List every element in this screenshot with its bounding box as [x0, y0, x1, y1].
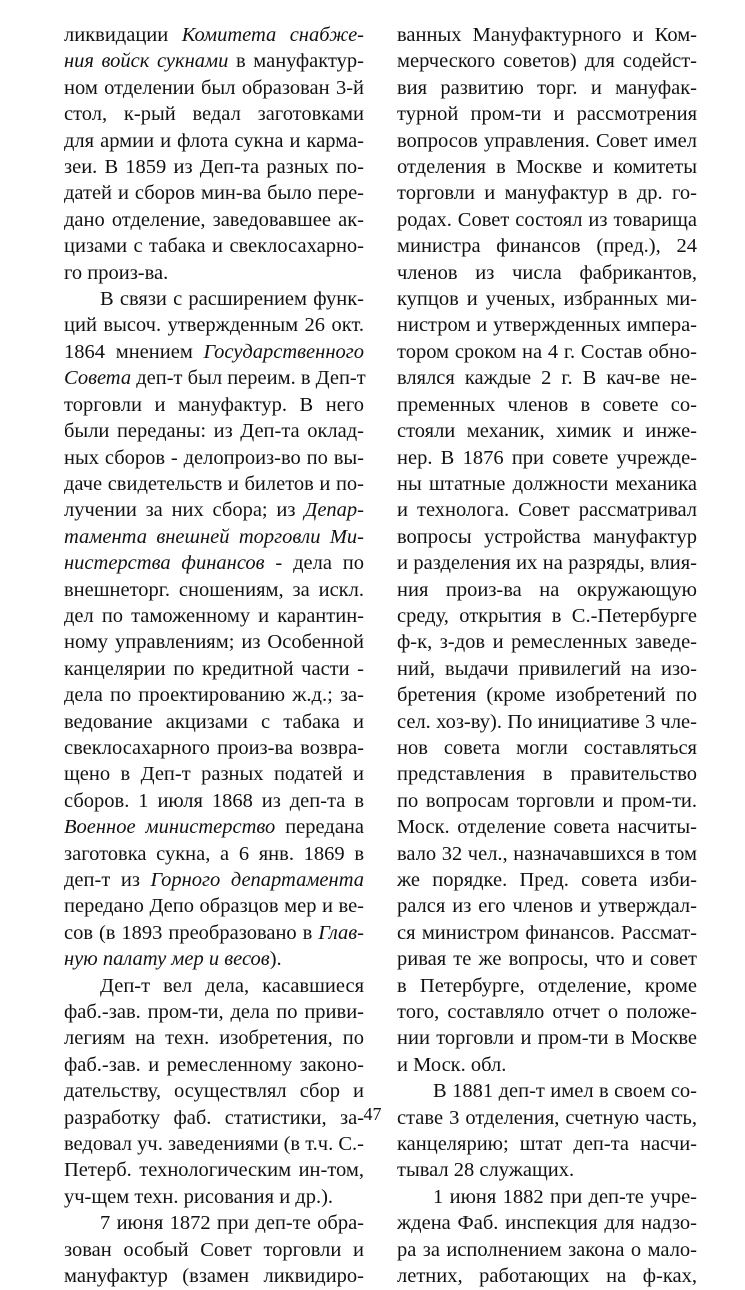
text-span: - дела по	[264, 552, 364, 575]
text-span: турной пром-ти и рассмотрения	[397, 103, 697, 126]
text-line	[397, 180, 697, 206]
text-span: датей и сборов мин-ва было пере-	[64, 182, 364, 205]
text-line	[64, 999, 364, 1025]
text-span: передано Депо образцов мер и ве-	[64, 895, 364, 918]
text-span: Моск. отделение совета насчиты-	[397, 816, 697, 839]
text-span: членов из числа фабрикантов,	[397, 261, 697, 284]
text-span: по вопросам торговли и пром-ти.	[397, 789, 697, 812]
text-span: ликвидации	[64, 24, 182, 46]
text-line	[397, 603, 697, 629]
text-line	[64, 550, 364, 576]
text-line	[397, 999, 697, 1025]
text-line	[64, 682, 364, 708]
text-line	[64, 75, 364, 101]
text-line	[397, 418, 697, 444]
text-line	[397, 656, 697, 682]
right-column	[397, 22, 697, 1290]
text-line	[64, 233, 364, 259]
text-line	[397, 682, 697, 708]
text-span: стол, к-рый ведал заготовками	[64, 103, 364, 126]
text-span: свеклосахарного произ-ва возвра-	[64, 736, 364, 759]
text-line	[397, 1184, 697, 1210]
text-line	[397, 154, 697, 180]
text-line	[64, 973, 364, 999]
text-span: внешнеторг. сношениям, за искл.	[64, 578, 364, 601]
text-line	[64, 418, 364, 444]
text-line	[64, 260, 364, 286]
text-span: вия развитию торг. и мануфак-	[397, 76, 697, 99]
italic-reference: Депар-	[304, 499, 364, 522]
italic-reference: ную палату мер и весов	[64, 948, 270, 971]
text-line	[397, 841, 697, 867]
text-span: стояли механик, химик и инже-	[397, 420, 697, 443]
text-line	[397, 1025, 697, 1051]
text-line	[397, 233, 697, 259]
italic-reference: Военное министерство	[64, 816, 276, 839]
text-span: ).	[269, 948, 282, 971]
italic-reference: ния войск сукнами	[64, 50, 229, 73]
text-span: торговли и мануфактур. В него	[64, 393, 364, 416]
text-line	[64, 577, 364, 603]
text-line	[64, 867, 364, 893]
text-span: ных сборов - делопроиз-во по вы-	[64, 446, 364, 469]
text-line	[64, 497, 364, 523]
text-span: ванных Мануфактурного и Ком-	[397, 24, 697, 46]
italic-reference: Горного департамента	[150, 869, 364, 891]
text-span: среду, открытия в С.-Петербурге	[397, 604, 697, 627]
text-line	[397, 946, 697, 972]
text-line	[64, 312, 364, 338]
text-line	[397, 524, 697, 550]
text-span: Петерб. технологическим ин-том,	[64, 1159, 364, 1182]
text-span: сел. хоз-ву). По инициативе 3 чле-	[397, 710, 697, 733]
page-number: 47	[363, 1104, 382, 1124]
text-span: родах. Совет состоял из товарища	[397, 208, 697, 231]
text-line	[397, 445, 697, 471]
italic-reference: Комитета снабже-	[181, 24, 364, 46]
text-span: и разделения их на разряды, влия-	[397, 552, 697, 575]
text-span: купцов и ученых, избранных ми-	[397, 288, 697, 311]
text-span: Деп-т вел дела, касавшиеся	[100, 974, 364, 997]
text-span: канцелярию; штат деп-та насчи-	[397, 1133, 697, 1156]
text-span: мерческого советов) для содейст-	[397, 50, 697, 73]
text-span: министра финансов (пред.), 24	[397, 235, 697, 258]
text-line	[64, 339, 364, 365]
text-span: передана	[275, 816, 364, 839]
left-column	[64, 22, 364, 1290]
text-span: ций высоч. утвержденным 26 окт.	[64, 314, 364, 337]
text-span: ны штатные должности механика	[397, 472, 697, 495]
text-line	[397, 1052, 697, 1078]
text-line	[64, 1263, 364, 1289]
text-span: нер. В 1876 при совете учрежде-	[397, 446, 697, 469]
text-line	[397, 365, 697, 391]
text-line	[397, 497, 697, 523]
text-span: зеи. В 1859 из Деп-та разных по-	[64, 156, 364, 179]
text-line	[397, 709, 697, 735]
italic-reference: тамента внешней торговли Ми-	[64, 525, 364, 548]
text-line	[64, 629, 364, 655]
text-line	[64, 1078, 364, 1104]
text-line	[397, 867, 697, 893]
text-line	[397, 788, 697, 814]
text-line	[64, 814, 364, 840]
italic-reference: Глав-	[318, 921, 364, 944]
text-line	[64, 471, 364, 497]
text-span: ф-к, з-дов и ремесленных заведе-	[397, 631, 697, 654]
text-line	[397, 973, 697, 999]
text-span: деп-т из	[64, 869, 151, 891]
text-span: сов (в 1893 преобразовано в	[64, 921, 319, 944]
text-span: рался из его членов и утверждал-	[397, 895, 697, 918]
text-line	[397, 1210, 697, 1236]
text-span: нистром и утвержденных импера-	[397, 314, 697, 337]
text-line	[397, 577, 697, 603]
text-span: влялся каждые 2 г. В кач-ве не-	[397, 367, 697, 390]
text-line	[397, 1237, 697, 1263]
text-span: вало 32 чел., назначавшихся в том	[397, 842, 697, 865]
text-span: представления в правительство	[397, 763, 697, 786]
italic-reference: Совета	[64, 367, 132, 390]
text-span: 1 июня 1882 при деп-те учре-	[433, 1185, 697, 1208]
text-span: тором сроком на 4 г. Состав обно-	[397, 340, 697, 363]
text-span: дано отделение, заведовавшее ак-	[64, 208, 364, 231]
text-span: ному управлениям; из Особенной	[64, 631, 364, 654]
text-line	[64, 445, 364, 471]
text-line	[397, 893, 697, 919]
text-span: В связи с расширением функ-	[100, 288, 364, 311]
text-span: ставе 3 отделения, счетную часть,	[397, 1106, 697, 1129]
text-line	[64, 603, 364, 629]
text-span: отделения в Москве и комитеты	[397, 156, 697, 179]
text-line	[64, 392, 364, 418]
text-line	[397, 735, 697, 761]
text-line	[64, 893, 364, 919]
text-line	[397, 101, 697, 127]
text-span: ний, выдачи привилегий на изо-	[397, 657, 697, 680]
text-line	[397, 260, 697, 286]
text-line	[64, 1131, 364, 1157]
text-span: того, составляло отчет о положе-	[397, 1001, 697, 1024]
text-span: в Петербурге, отделение, кроме	[397, 974, 697, 997]
text-line	[397, 1131, 697, 1157]
text-line	[64, 1025, 364, 1051]
text-line	[397, 312, 697, 338]
text-span: щено в Деп-т разных податей и	[64, 763, 364, 786]
text-span: 7 июня 1872 при деп-те обра-	[100, 1212, 364, 1235]
text-line	[64, 101, 364, 127]
text-span: 1864 мнением	[64, 340, 204, 363]
text-span: и Моск. обл.	[397, 1053, 507, 1076]
text-span: торговли и мануфактур в др. го-	[397, 182, 697, 205]
text-span: сборов. 1 июля 1868 из деп-та в	[64, 789, 364, 812]
text-line	[64, 524, 364, 550]
text-line	[64, 1157, 364, 1183]
text-line	[64, 920, 364, 946]
text-line	[397, 550, 697, 576]
text-line	[397, 392, 697, 418]
text-line	[64, 154, 364, 180]
text-span: канцелярии по кредитной части -	[64, 657, 364, 680]
text-line	[397, 286, 697, 312]
text-span: ривая те же вопросы, что и совет	[397, 948, 697, 971]
text-line	[397, 1157, 697, 1183]
text-span: вопросов управления. Совет имел	[397, 129, 697, 152]
text-line	[64, 22, 364, 48]
text-span: мануфактур (взамен ликвидиро-	[64, 1265, 364, 1288]
text-span: в мануфактур-	[228, 50, 364, 73]
text-span: го произ-ва.	[64, 261, 169, 284]
text-line	[64, 128, 364, 154]
text-span: нии торговли и пром-ти в Москве	[397, 1027, 697, 1050]
text-span: цизами с табака и свеклосахарно-	[64, 235, 364, 258]
text-line	[397, 339, 697, 365]
text-span: фаб.-зав. пром-ти, дела по приви-	[64, 1001, 364, 1024]
text-span: В 1881 деп-т имел в своем со-	[433, 1080, 697, 1103]
text-span: деп-т был переим. в Деп-т	[131, 367, 366, 390]
text-span: ждена Фаб. инспекция для надзо-	[397, 1212, 697, 1235]
text-span: и технолога. Совет рассматривал	[397, 499, 697, 522]
text-line	[64, 207, 364, 233]
text-line	[64, 1237, 364, 1263]
text-span: ведование акцизами с табака и	[64, 710, 364, 733]
text-line	[397, 1263, 697, 1289]
text-line	[64, 841, 364, 867]
text-span: дательству, осуществлял сбор и	[64, 1080, 364, 1103]
text-line	[64, 1184, 364, 1210]
text-span: лучении за них сбора; из	[64, 499, 305, 522]
text-span: зован особый Совет торговли и	[64, 1238, 364, 1261]
text-line	[64, 365, 364, 391]
text-line	[64, 735, 364, 761]
text-line	[397, 814, 697, 840]
text-span: пременных членов в совете со-	[397, 393, 697, 416]
italic-reference: Государственного	[203, 340, 364, 363]
text-span: бретения (кроме изобретений по	[397, 684, 697, 707]
text-span: дел по таможенному и карантин-	[64, 604, 364, 627]
text-span: были переданы: из Деп-та оклад-	[64, 420, 364, 443]
text-line	[397, 75, 697, 101]
text-span: нов совета могли составляться	[397, 736, 697, 759]
text-span: летних, работающих на ф-ках,	[397, 1265, 697, 1288]
text-line	[64, 286, 364, 312]
text-line	[397, 48, 697, 74]
text-span: ведовал уч. заведениями (в т.ч. С.-	[64, 1133, 364, 1156]
text-span: для армии и флота сукна и карма-	[64, 129, 364, 152]
text-span: фаб.-зав. и ремесленному законо-	[64, 1053, 364, 1076]
text-span: тывал 28 служащих.	[397, 1159, 575, 1182]
text-span: же порядке. Пред. совета изби-	[397, 869, 697, 891]
text-line	[397, 629, 697, 655]
text-span: легиям на техн. изобретения, по	[64, 1027, 364, 1050]
text-line	[64, 1210, 364, 1236]
text-span: ра за исполнением закона о мало-	[397, 1238, 697, 1261]
text-span: заготовка сукна, а 6 янв. 1869 в	[64, 842, 364, 865]
text-line	[397, 761, 697, 787]
text-line	[64, 709, 364, 735]
text-span: вопросы устройства мануфактур	[397, 525, 697, 548]
text-line	[64, 761, 364, 787]
text-span: уч-щем техн. рисования и др.).	[64, 1185, 334, 1208]
text-span: разработку фаб. статистики, за-	[64, 1106, 364, 1129]
text-span: ся министром финансов. Рассмат-	[397, 921, 697, 944]
text-line	[64, 48, 364, 74]
text-span: дела по проектированию ж.д.; за-	[64, 684, 364, 707]
text-line	[64, 180, 364, 206]
text-span: ном отделении был образован 3-й	[64, 76, 364, 99]
text-span: ния произ-ва на окружающую	[397, 578, 697, 601]
text-line	[397, 1078, 697, 1104]
text-line	[64, 656, 364, 682]
text-line	[397, 207, 697, 233]
text-line	[397, 920, 697, 946]
text-line	[397, 128, 697, 154]
text-line	[64, 946, 364, 972]
italic-reference: нистерства финансов	[64, 552, 265, 575]
text-line	[64, 1052, 364, 1078]
text-line	[64, 788, 364, 814]
text-line	[397, 471, 697, 497]
text-span: даче свидетельств и билетов и по-	[64, 472, 364, 495]
text-line	[397, 22, 697, 48]
